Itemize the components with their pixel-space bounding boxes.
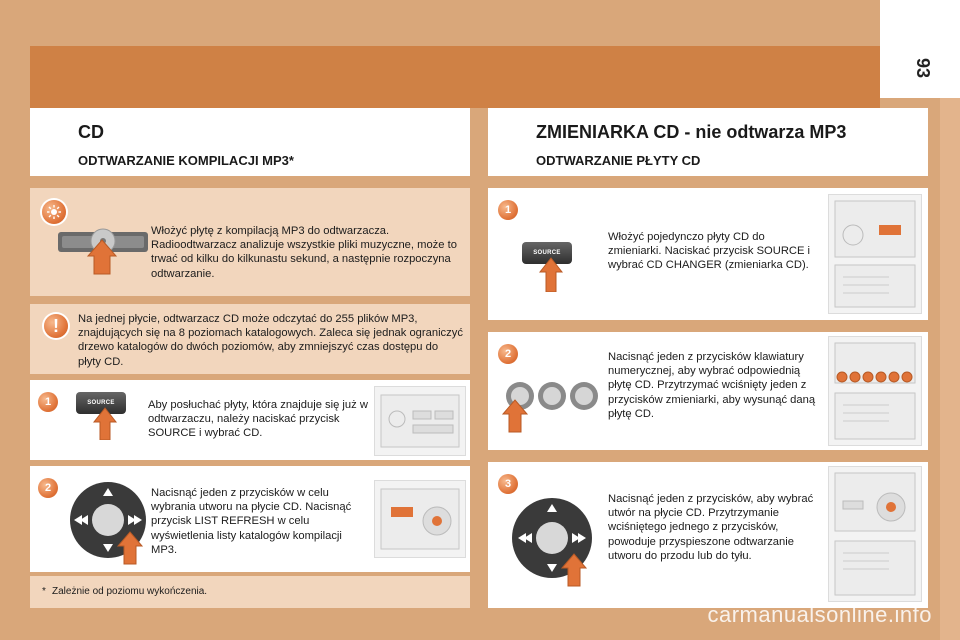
- warning-panel: [30, 304, 470, 374]
- right-edge-strip: [940, 98, 960, 640]
- right-step-2-panel: [488, 332, 928, 450]
- source-button-right: SOURCE: [522, 242, 572, 264]
- right-subtitle: ODTWARZANIE PŁYTY CD: [536, 153, 701, 168]
- page-tab: [880, 0, 960, 98]
- right-step-2-number: 2: [498, 344, 518, 364]
- navigation-pad-illustration: [64, 476, 164, 566]
- insert-cd-panel: [30, 188, 470, 296]
- right-step-1-number: 1: [498, 200, 518, 220]
- page-number: 93: [913, 57, 933, 79]
- left-section-header: [30, 108, 470, 176]
- footnote-text: Zależnie od poziomu wykończenia.: [52, 586, 208, 597]
- left-step-2-text: Nacisnąć jeden z przycisków w celu wybrania utworu na płycie CD. Nacisnąć przycisk LIST REFRESH w celu wyświetlenia listy katalogów kompilacji MP3.: [151, 487, 352, 556]
- radio-illustration: [374, 386, 466, 456]
- left-step-1-number: 1: [38, 392, 58, 412]
- header-band: [30, 46, 880, 108]
- changer-nav-illustration: [828, 466, 922, 602]
- footnote-mark: *: [42, 586, 46, 597]
- right-section-header: [488, 108, 928, 176]
- left-title: CD: [78, 122, 104, 142]
- right-step-1-panel: [488, 188, 928, 320]
- right-step-2-text: Nacisnąć jeden z przycisków klawiatury numerycznej, aby wybrać odpowiednią płytę CD. Przytrzymać wciśnięty jeden z przycisków zmieniarki, aby wysunąć daną płytę CD.: [608, 351, 816, 420]
- tip-icon: [42, 200, 66, 224]
- right-title: ZMIENIARKA CD - nie odtwarza MP3: [536, 122, 847, 142]
- left-step-1-panel: [30, 380, 470, 460]
- watermark: carmanualsonline.info: [707, 602, 932, 627]
- top-band: [0, 0, 880, 45]
- warning-icon: !: [44, 314, 68, 338]
- left-subtitle: ODTWARZANIE KOMPILACJI MP3*: [78, 153, 294, 168]
- cd-changer-illustration: [828, 194, 922, 314]
- right-step-3-number: 3: [498, 474, 518, 494]
- right-step-1-text: Włożyć pojedynczo płyty CD do zmieniarki. Naciskać przycisk SOURCE i wybrać CD CHANGER (zmieniarka CD).: [608, 231, 811, 272]
- warning-text: Na jednej płycie, odtwarzacz CD może odczytać do 255 plików MP3, znajdujących się na 8 poziomach katalogowych. Zaleca się jednak ograniczyć drzewo katalogów do dwóch poziomów, aby zmniejszyć czas dostępu do płyty CD.: [78, 313, 463, 368]
- right-step-3-panel: [488, 462, 928, 608]
- cd-slot-illustration: [56, 226, 156, 276]
- radio-illustration-2: [374, 480, 466, 558]
- navigation-pad-illustration-right: [508, 492, 608, 588]
- insert-cd-text: Włożyć płytę z kompilacją MP3 do odtwarzacza. Radioodtwarzacz analizuje wszystkie pliki muzyczne, może to trwać od kilku do kilkunastu sekund, a następnie rozpoczyna odtwarzanie.: [151, 225, 457, 280]
- left-step-1-text: Aby posłuchać płyty, która znajduje się już w odtwarzaczu, należy naciskać przycisk SOURCE i wybrać CD.: [148, 399, 368, 440]
- press-arrow-icon: [92, 406, 118, 440]
- left-step-2-number: 2: [38, 478, 58, 498]
- press-arrow-icon-right: [538, 256, 564, 292]
- left-step-2-panel: [30, 466, 470, 572]
- footnote-panel: [30, 576, 470, 608]
- right-step-3-text: Nacisnąć jeden z przycisków, aby wybrać utwór na płycie CD. Przytrzymanie wciśniętego jednego z przycisków, powoduje przyspieszone odtwarzanie utworu do przodu lub do tyłu.: [608, 493, 814, 562]
- changer-keypad-illustration: [828, 336, 922, 446]
- source-button: SOURCE: [76, 392, 126, 414]
- numeric-keypad-illustration: [500, 374, 600, 434]
